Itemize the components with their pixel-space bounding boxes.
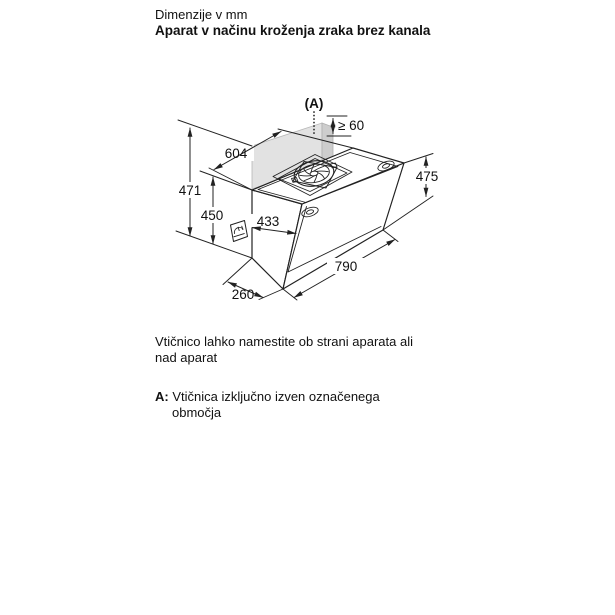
- note-line: nad aparat: [155, 350, 218, 365]
- dim-label-clearance: ≥ 60: [338, 118, 365, 133]
- dim-label-471: 471: [178, 183, 202, 198]
- dim-label-450: 450: [200, 208, 224, 223]
- note-line: Vtičnico lahko namestite ob strani aparata ali: [155, 334, 413, 349]
- dim-label-260: 260: [231, 287, 255, 302]
- dim-label-433: 433: [256, 214, 280, 229]
- diagram-title: Aparat v načinu kroženja zraka brez kanala: [155, 23, 431, 38]
- dim-label-790: 790: [334, 259, 358, 274]
- zone-a-note: [155, 389, 380, 421]
- note-line: [155, 389, 380, 405]
- power-socket-icon: [231, 221, 248, 242]
- units-note: Dimenzije v mm: [155, 7, 248, 22]
- note-text: Vtičnica izključno izven označenega: [172, 389, 380, 404]
- dim-label-604: 604: [224, 146, 248, 161]
- zone-a-note-label: A:: [155, 389, 169, 404]
- note-line: območja: [172, 405, 222, 420]
- zone-a-label: (A): [304, 96, 324, 111]
- socket-placement-note: [155, 334, 413, 366]
- dim-label-475: 475: [415, 169, 439, 184]
